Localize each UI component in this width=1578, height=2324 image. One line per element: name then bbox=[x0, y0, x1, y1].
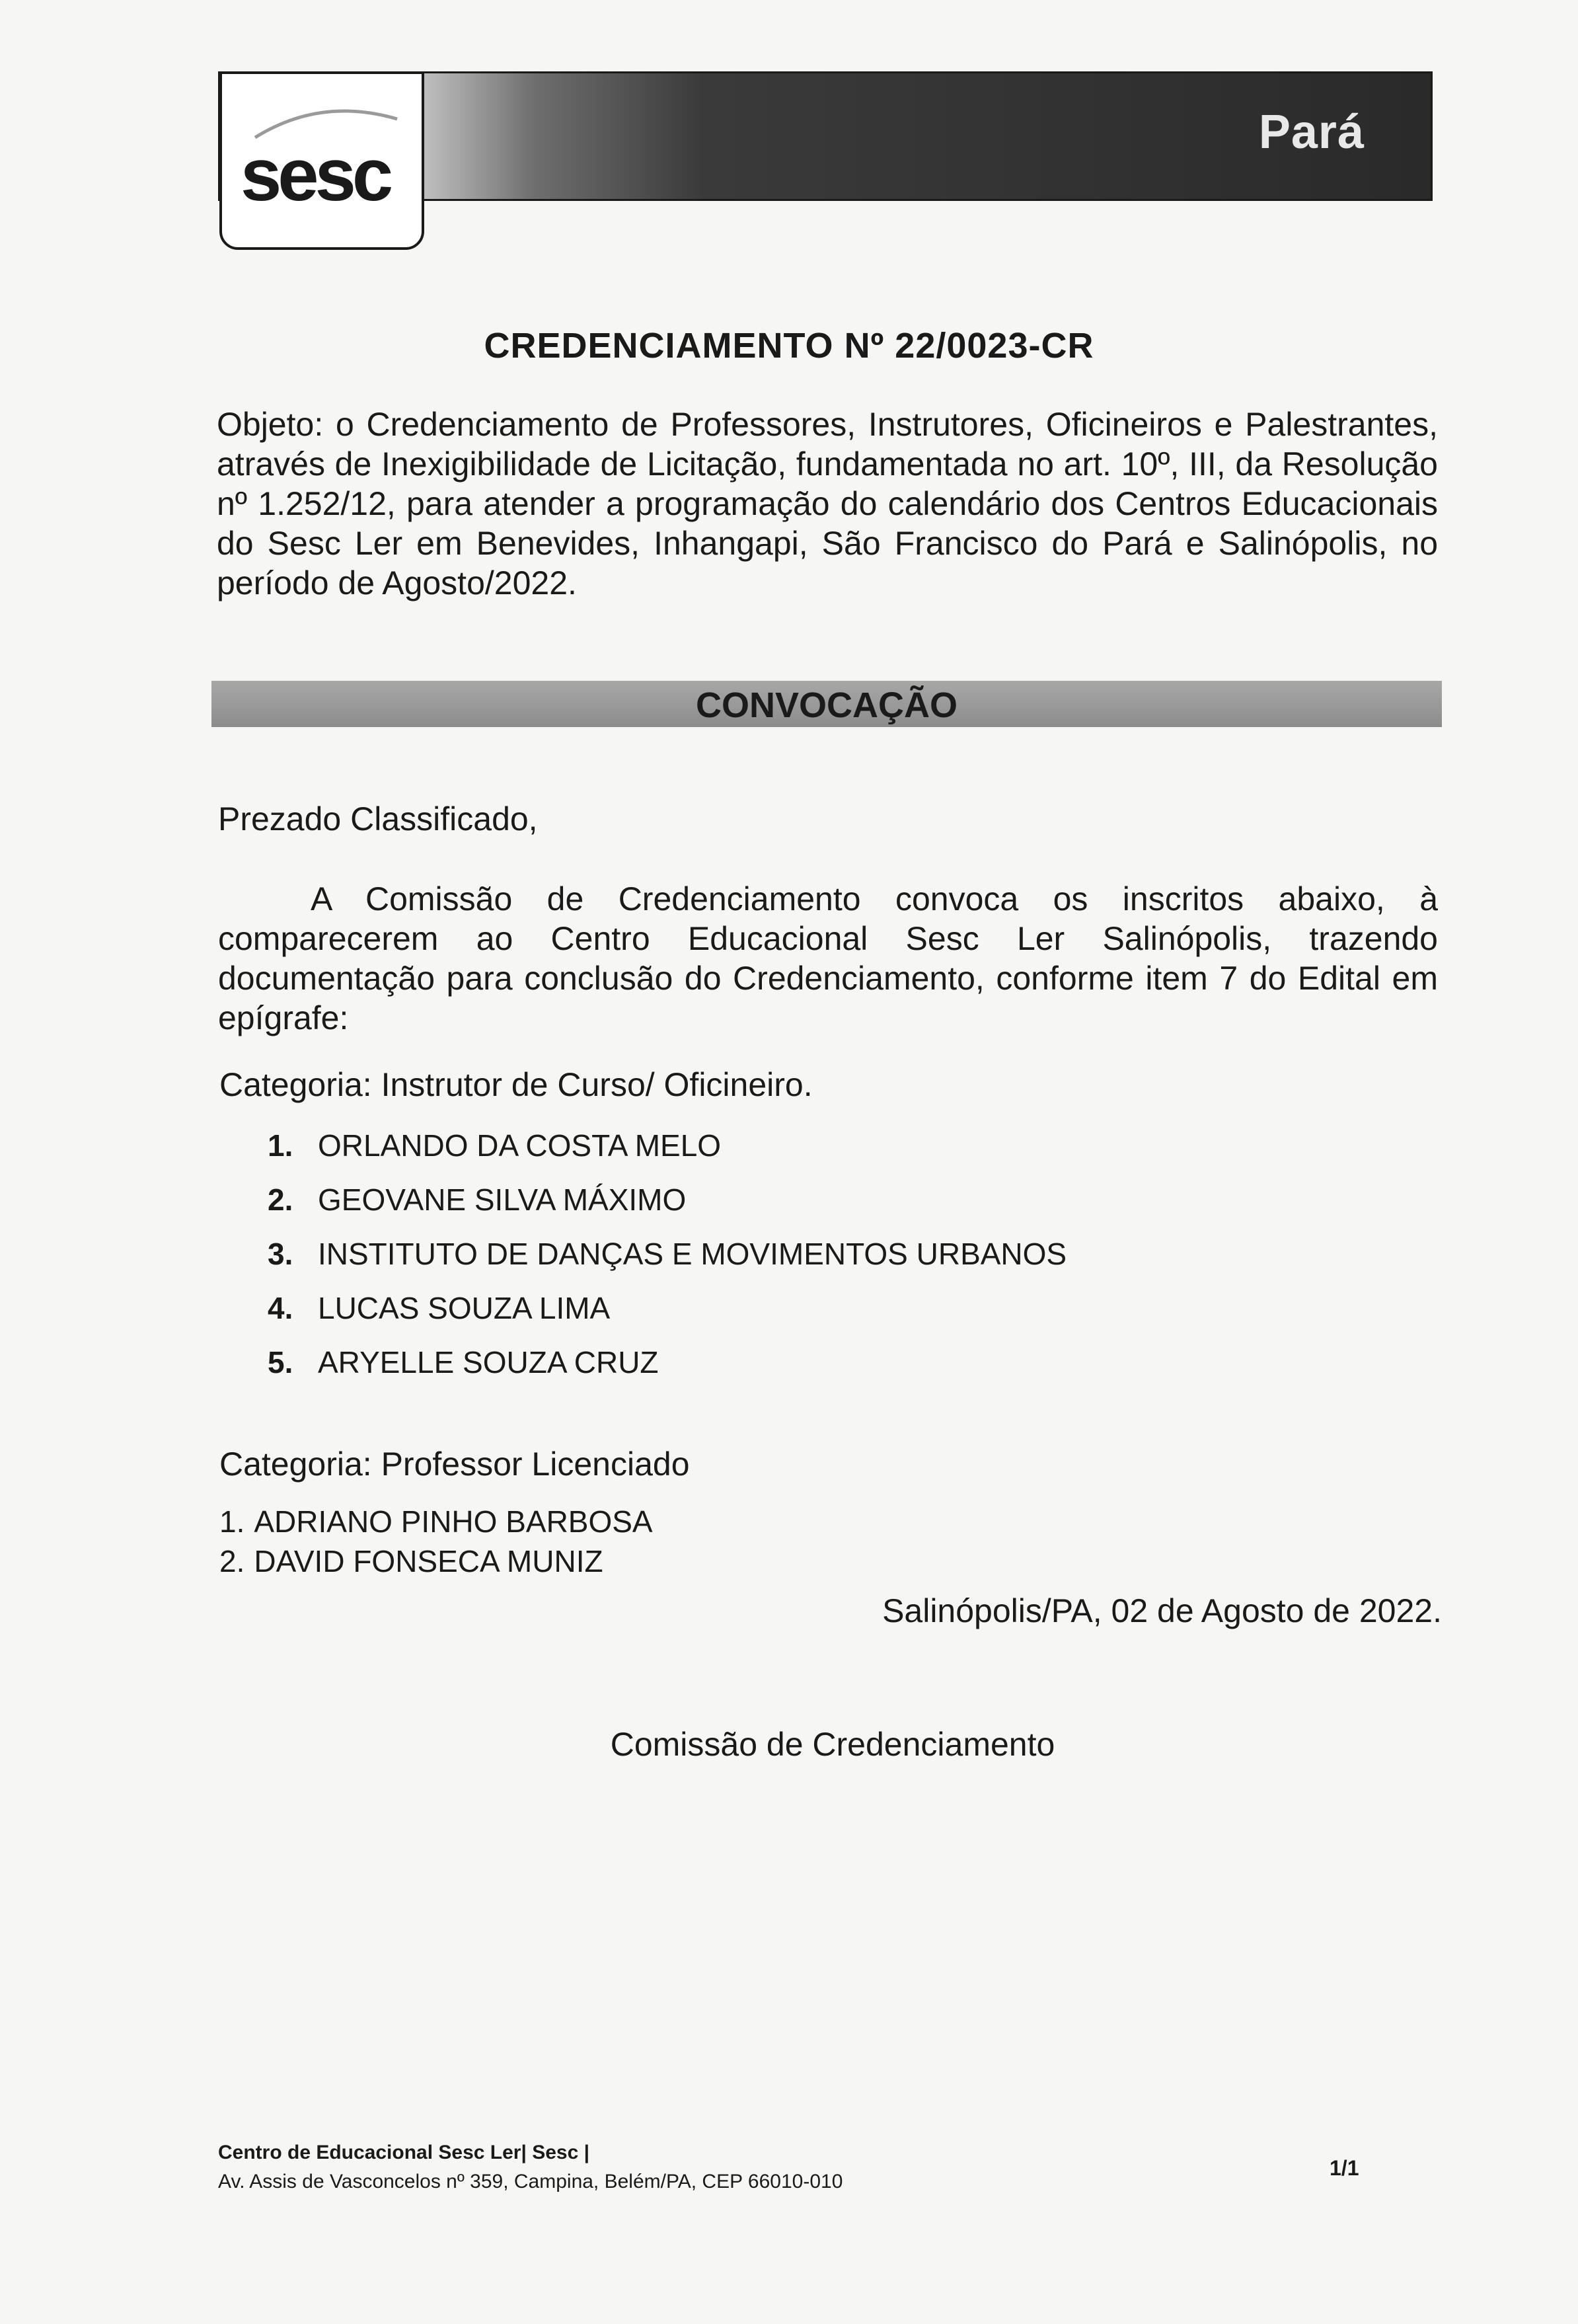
section-heading: CONVOCAÇÃO bbox=[695, 685, 958, 725]
list-professor bbox=[219, 1502, 653, 1581]
list-instrutor bbox=[268, 1118, 1067, 1389]
list-item-number: 1. bbox=[268, 1128, 293, 1163]
greeting: Prezado Classificado, bbox=[218, 800, 538, 837]
category-title-instrutor: Categoria: Instrutor de Curso/ Oficineiro. bbox=[219, 1066, 813, 1103]
list-item-number: 3. bbox=[268, 1237, 293, 1271]
section-heading-bar bbox=[211, 681, 1442, 727]
list-item bbox=[268, 1281, 1067, 1335]
list-item bbox=[268, 1335, 1067, 1389]
list-item-name: ORLANDO DA COSTA MELO bbox=[318, 1128, 722, 1163]
page-number: 1/1 bbox=[1330, 2156, 1359, 2180]
body-paragraph: A Comissão de Credenciamento convoca os inscritos abaixo, à comparecerem ao Centro Educacional Sesc Ler Salinópolis, trazendo documentação para conclusão do Credenciamento, conforme item 7 do Edital em epígrafe: bbox=[218, 880, 1438, 1036]
footer-organization: Centro de Educacional Sesc Ler| Sesc | bbox=[218, 2142, 590, 2163]
signature-line: Comissão de Credenciamento bbox=[610, 1726, 1055, 1763]
list-item-name: LUCAS SOUZA LIMA bbox=[318, 1291, 611, 1325]
document-title: CREDENCIAMENTO Nº 22/0023-CR bbox=[484, 326, 1094, 366]
region-label: Pará bbox=[1258, 106, 1365, 159]
list-item-number: 2. bbox=[219, 1544, 245, 1578]
list-item-name: ARYELLE SOUZA CRUZ bbox=[318, 1345, 659, 1379]
list-item-number: 4. bbox=[268, 1291, 293, 1325]
list-item-number: 5. bbox=[268, 1345, 293, 1379]
category-title-professor: Categoria: Professor Licenciado bbox=[219, 1446, 690, 1483]
list-item bbox=[219, 1541, 653, 1581]
list-item-name: INSTITUTO DE DANÇAS E MOVIMENTOS URBANOS bbox=[318, 1237, 1067, 1271]
objeto-paragraph: Objeto: o Credenciamento de Professores, Instrutores, Oficineiros e Palestrantes, através de Inexigibilidade de Licitação, fundamentada no art. 10º, III, da Resolução nº 1.252/12, para atender a programação do calendário dos Centros Educacionais do Sesc Ler em Benevides, Inhangapi, São Francisco do Pará e Salinópolis, no período de Agosto/2022. bbox=[217, 406, 1438, 601]
list-item bbox=[268, 1173, 1067, 1227]
list-item-name: ADRIANO PINHO BARBOSA bbox=[254, 1504, 653, 1539]
list-item bbox=[268, 1118, 1067, 1173]
list-item bbox=[268, 1227, 1067, 1281]
sesc-logo bbox=[219, 71, 424, 250]
date-line: Salinópolis/PA, 02 de Agosto de 2022. bbox=[882, 1592, 1442, 1629]
list-item-number: 2. bbox=[268, 1182, 293, 1217]
list-item-number: 1. bbox=[219, 1504, 245, 1539]
logo-text: sesc bbox=[241, 134, 390, 216]
list-item-name: DAVID FONSECA MUNIZ bbox=[254, 1544, 603, 1578]
list-item bbox=[219, 1502, 653, 1541]
list-item-name: GEOVANE SILVA MÁXIMO bbox=[318, 1182, 687, 1217]
footer-address: Av. Assis de Vasconcelos nº 359, Campina, Belém/PA, CEP 66010-010 bbox=[218, 2171, 843, 2192]
